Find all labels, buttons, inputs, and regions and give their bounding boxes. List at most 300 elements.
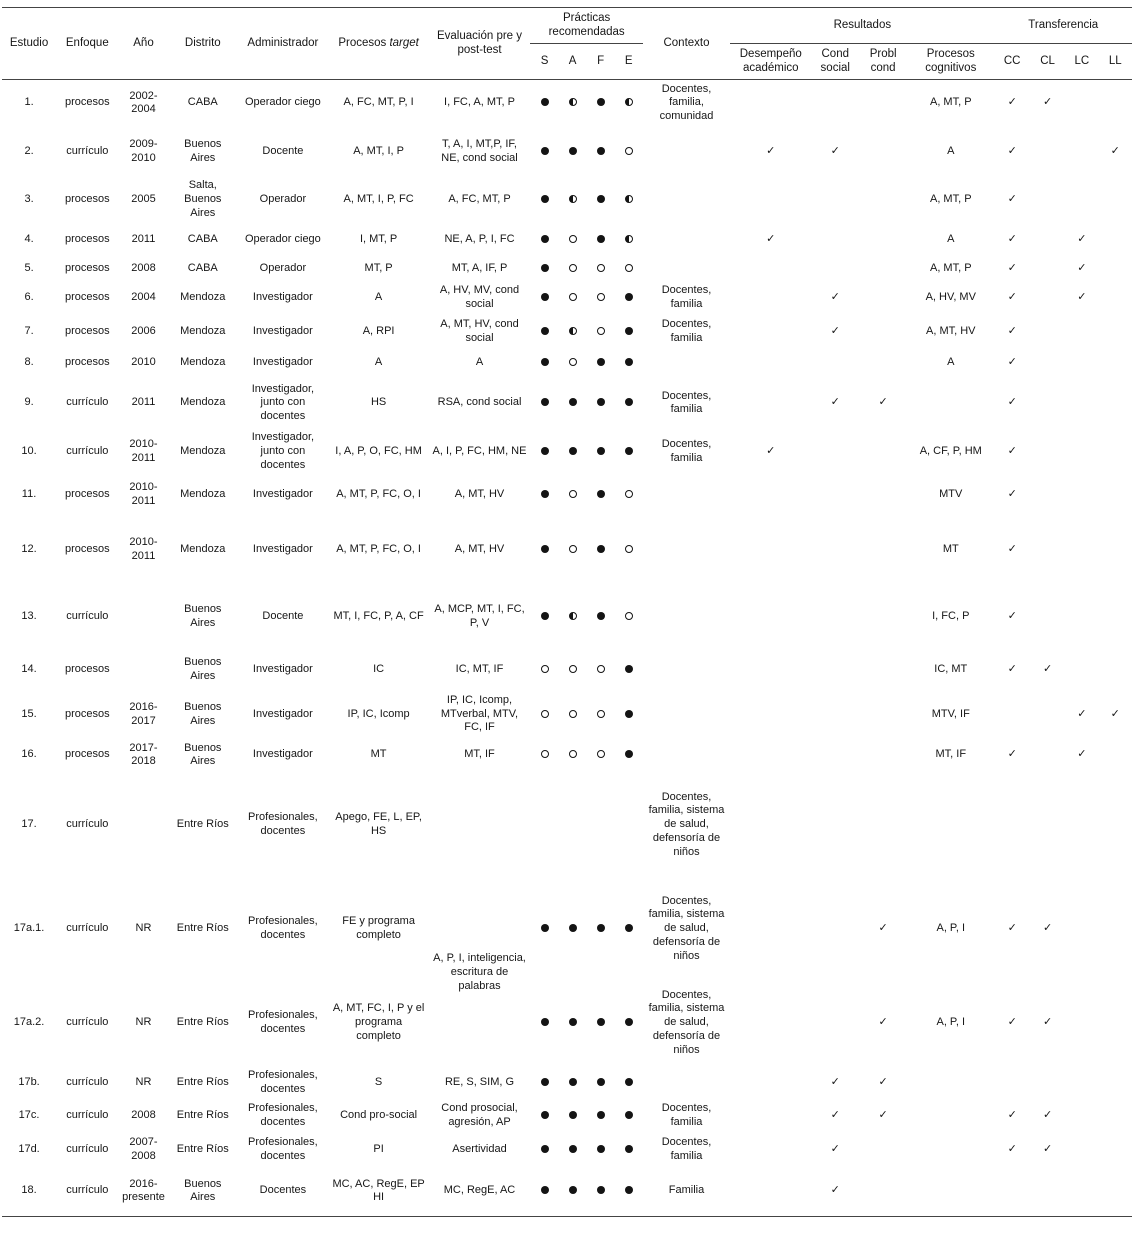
cell-transfer-ll [1099, 1167, 1132, 1217]
cell-distrito: Mendoza [180, 290, 226, 303]
empty-circle-icon [569, 235, 577, 243]
cell-contexto: Docentes, familia [661, 389, 712, 416]
filled-circle-icon [569, 1018, 577, 1026]
cell-procesos-cognitivos: A [947, 232, 955, 245]
cell-probl-cond [859, 690, 907, 740]
table-row [2, 979, 1132, 1067]
cell-transfer-cc [994, 349, 1029, 377]
cell-practica-s [530, 650, 558, 690]
cell-practica-f [587, 879, 615, 979]
filled-circle-icon [569, 924, 577, 932]
cell-transfer-lc [1065, 650, 1098, 690]
empty-circle-icon [569, 665, 577, 673]
table-row [2, 1167, 1132, 1217]
cell-distrito: CABA [187, 232, 218, 245]
half-circle-icon [569, 195, 577, 203]
cell-administrador: Docentes [259, 1184, 307, 1197]
cell-transfer-cc [994, 475, 1029, 515]
check-icon: ✓ [830, 290, 840, 303]
cell-enfoque: procesos [64, 748, 110, 761]
cell-enfoque: currículo [66, 1108, 109, 1121]
cell-estudio: 8. [24, 356, 34, 369]
cell-estudio: 17b. [18, 1075, 40, 1088]
filled-circle-icon [597, 545, 605, 553]
check-icon: ✓ [1077, 232, 1087, 245]
table-row [2, 79, 1132, 127]
empty-circle-icon [597, 710, 605, 718]
filled-circle-icon [569, 447, 577, 455]
cell-practica-e [615, 879, 643, 979]
cell-desempeno-academico [730, 690, 811, 740]
cell-transfer-cl [1030, 979, 1065, 1067]
cell-probl-cond [859, 879, 907, 979]
cell-ano: 2005 [131, 192, 156, 205]
cell-enfoque: currículo [66, 1075, 109, 1088]
check-icon: ✓ [1007, 542, 1017, 555]
cell-evaluacion: RSA, cond social [437, 396, 522, 409]
cell-transfer-lc [1065, 257, 1098, 281]
cell-transfer-cl [1030, 690, 1065, 740]
cell-contexto [643, 177, 730, 222]
filled-circle-icon [569, 1186, 577, 1194]
cell-procesos-cognitivos: A, P, I [936, 1016, 966, 1029]
cell-transfer-lc [1065, 1099, 1098, 1133]
cell-transfer-lc [1065, 429, 1098, 474]
cell-ano: 2006 [131, 324, 156, 337]
cell-practica-e [615, 222, 643, 257]
cell-distrito: Entre Ríos [176, 1142, 229, 1155]
cell-distrito: Entre Ríos [176, 1016, 229, 1029]
filled-circle-icon [541, 358, 549, 366]
filled-circle-icon [569, 1111, 577, 1119]
check-icon: ✓ [1007, 324, 1017, 337]
filled-circle-icon [541, 545, 549, 553]
cell-procesos-target: IC [373, 662, 385, 675]
cell-procesos-target: MC, AC, RegE, EP HI [332, 1177, 425, 1204]
check-icon: ✓ [1007, 262, 1017, 275]
cell-procesos-target: Cond pro-social [340, 1108, 418, 1121]
cell-estudio: 17a.2. [13, 1016, 45, 1029]
cell-administrador: Investigador [252, 542, 313, 555]
cell-desempeno-academico [730, 879, 811, 979]
cell-practica-a [559, 515, 587, 585]
cell-procesos-cognitivos [907, 377, 994, 429]
cell-practica-e [615, 79, 643, 127]
table-row [2, 222, 1132, 257]
cell-procesos-cognitivos [907, 1099, 994, 1133]
cell-transfer-cc [994, 1099, 1029, 1133]
check-icon: ✓ [1007, 662, 1017, 675]
cell-administrador: Investigador [252, 487, 313, 500]
cell-practica-s [530, 690, 558, 740]
cell-administrador: Investigador [252, 748, 313, 761]
cell-practica-s [530, 257, 558, 281]
cell-practica-f [587, 1133, 615, 1167]
cell-transfer-cl [1030, 740, 1065, 772]
cell-practica-a [559, 475, 587, 515]
cell-procesos-cognitivos [907, 771, 994, 879]
cell-probl-cond [859, 1099, 907, 1133]
filled-circle-icon [625, 924, 633, 932]
procesos-target-prefix: Procesos [338, 37, 390, 50]
cell-distrito: Mendoza [180, 324, 226, 337]
cell-desempeno-academico [730, 127, 811, 177]
cell-transfer-cc [994, 650, 1029, 690]
cell-evaluacion: IC, MT, IF [455, 662, 504, 675]
check-icon: ✓ [766, 145, 776, 158]
cell-practica-a [559, 740, 587, 772]
check-icon: ✓ [1007, 232, 1017, 245]
filled-circle-icon [625, 1145, 633, 1153]
cell-administrador: Investigador [252, 290, 313, 303]
check-icon: ✓ [1007, 445, 1017, 457]
cell-transfer-cc [994, 771, 1029, 879]
cell-distrito: Buenos Aires [184, 655, 222, 682]
cell-practica-e [615, 979, 643, 1067]
filled-circle-icon [541, 612, 549, 620]
cell-distrito: Buenos Aires [184, 1177, 222, 1204]
cell-probl-cond [859, 1167, 907, 1217]
cell-transfer-cl [1030, 222, 1065, 257]
cell-evaluacion: NE, A, P, I, FC [444, 232, 515, 245]
cell-practica-e [615, 515, 643, 585]
cell-practica-a [559, 281, 587, 314]
cell-transfer-lc [1065, 222, 1098, 257]
cell-practica-s [530, 429, 558, 474]
cell-practica-s [530, 1133, 558, 1167]
cell-transfer-ll [1099, 1099, 1132, 1133]
table-row [2, 879, 1132, 979]
cell-contexto [643, 222, 730, 257]
cell-evaluacion: A, MCP, MT, I, FC, P, V [434, 603, 525, 629]
cell-contexto [643, 515, 730, 585]
cell-practica-e [615, 281, 643, 314]
empty-circle-icon [569, 545, 577, 553]
cell-distrito: Buenos Aires [184, 741, 222, 768]
cell-ano: 2010-2011 [129, 480, 158, 507]
col-group-resultados: Resultados [730, 8, 994, 44]
cell-contexto: Docentes, familia [661, 284, 712, 310]
filled-circle-icon [569, 398, 577, 406]
cell-transfer-lc [1065, 1167, 1098, 1217]
cell-practica-e [615, 314, 643, 349]
check-icon: ✓ [1007, 610, 1017, 623]
cell-practica-s [530, 979, 558, 1067]
cell-estudio: 2. [24, 145, 34, 158]
cell-desempeno-academico [730, 281, 811, 314]
cell-transfer-ll [1099, 79, 1132, 127]
col-header-probl-cond: Probl cond [859, 43, 907, 79]
cell-evaluacion: MT, IF [464, 748, 495, 761]
empty-circle-icon [541, 665, 549, 673]
cell-administrador: Docente [262, 610, 304, 623]
cell-enfoque: currículo [66, 1016, 109, 1029]
cell-practica-f [587, 79, 615, 127]
check-icon: ✓ [1077, 748, 1087, 761]
cell-procesos-target: Apego, FE, L, EP, HS [335, 811, 422, 837]
filled-circle-icon [597, 147, 605, 155]
empty-circle-icon [597, 750, 605, 758]
filled-circle-icon [541, 1145, 549, 1153]
cell-ano: 2016-presente [122, 1177, 165, 1204]
cell-ano [119, 585, 169, 650]
filled-circle-icon [625, 710, 633, 718]
cell-probl-cond [859, 314, 907, 349]
cell-transfer-lc [1065, 377, 1098, 429]
cell-cond-social [811, 429, 859, 474]
cell-transfer-cl [1030, 650, 1065, 690]
cell-distrito: Entre Ríos [176, 1075, 229, 1088]
cell-transfer-cl [1030, 314, 1065, 349]
table-header [2, 8, 1132, 80]
cell-transfer-ll [1099, 979, 1132, 1067]
filled-circle-icon [541, 924, 549, 932]
cell-practica-s [530, 127, 558, 177]
cell-procesos-cognitivos: MTV [939, 487, 963, 500]
cell-evaluacion: A, P, I, inteligencia, escritura de palabras [433, 952, 526, 992]
cell-transfer-ll [1099, 771, 1132, 879]
cell-practica-f [587, 222, 615, 257]
cell-transfer-cl [1030, 257, 1065, 281]
check-icon: ✓ [1007, 1108, 1017, 1121]
cell-evaluacion: IP, IC, Icomp, MTverbal, MTV, FC, IF [440, 693, 519, 734]
cell-cond-social [811, 771, 859, 879]
table-row [2, 475, 1132, 515]
cell-transfer-cc [994, 979, 1029, 1067]
cell-practica-s [530, 281, 558, 314]
filled-circle-icon [597, 612, 605, 620]
cell-enfoque: procesos [64, 232, 110, 245]
cell-cond-social [811, 127, 859, 177]
cell-enfoque: procesos [64, 356, 110, 369]
cell-transfer-cc [994, 177, 1029, 222]
cell-evaluacion [429, 771, 531, 879]
filled-circle-icon [569, 1078, 577, 1086]
cell-enfoque: currículo [66, 818, 109, 831]
cell-procesos-target: A [374, 290, 383, 303]
cell-practica-f [587, 257, 615, 281]
cell-evaluacion: Cond prosocial, agresión, AP [441, 1101, 518, 1128]
cell-practica-e [615, 1133, 643, 1167]
filled-circle-icon [541, 1111, 549, 1119]
cell-estudio: 3. [24, 192, 34, 205]
cell-ano: 2008 [131, 262, 156, 275]
filled-circle-icon [541, 235, 549, 243]
cell-practica-a [559, 257, 587, 281]
cell-cond-social [811, 879, 859, 979]
cell-practica-e [615, 1167, 643, 1217]
cell-ano: 2011 [131, 232, 156, 245]
cell-estudio: 17a.1. [13, 922, 45, 935]
empty-circle-icon [625, 545, 633, 553]
cell-probl-cond [859, 222, 907, 257]
cell-contexto [643, 740, 730, 772]
check-icon: ✓ [1042, 922, 1053, 935]
cell-administrador: Profesionales, docentes [248, 915, 318, 941]
cell-ano: 2017-2018 [129, 741, 158, 768]
filled-circle-icon [541, 1078, 549, 1086]
cell-transfer-cc [994, 79, 1029, 127]
cell-estudio: 6. [24, 290, 34, 303]
cell-distrito: Mendoza [180, 487, 226, 500]
cell-practica-s [530, 879, 558, 979]
filled-circle-icon [597, 98, 605, 106]
cell-transfer-lc [1065, 979, 1098, 1067]
cell-practica-f [587, 177, 615, 222]
cell-estudio: 16. [21, 748, 37, 761]
cell-transfer-ll [1099, 127, 1132, 177]
cell-administrador: Operador [259, 262, 307, 275]
check-icon: ✓ [830, 1075, 840, 1088]
check-icon: ✓ [1007, 356, 1017, 369]
cell-probl-cond [859, 257, 907, 281]
check-icon: ✓ [1007, 748, 1017, 761]
cell-cond-social [811, 475, 859, 515]
cell-procesos-cognitivos: A, MT, P [929, 192, 972, 205]
cell-probl-cond [859, 127, 907, 177]
check-icon: ✓ [878, 922, 888, 935]
cell-contexto [643, 257, 730, 281]
cell-estudio: 9. [24, 396, 34, 409]
col-group-practicas: Prácticas recomendadas [530, 8, 642, 44]
cell-practica-a [559, 1067, 587, 1099]
cell-transfer-ll [1099, 257, 1132, 281]
cell-probl-cond [859, 740, 907, 772]
cell-transfer-cc [994, 740, 1029, 772]
cell-practica-s [530, 1099, 558, 1133]
cell-practica-f [587, 1167, 615, 1217]
cell-practica-s [530, 515, 558, 585]
cell-transfer-ll [1099, 585, 1132, 650]
cell-ano: 2010 [131, 356, 156, 369]
cell-contexto [643, 1067, 730, 1099]
cell-transfer-ll [1099, 740, 1132, 772]
cell-estudio: 10. [21, 445, 37, 457]
cell-procesos-cognitivos: MT, IF [935, 748, 967, 761]
cell-transfer-ll [1099, 475, 1132, 515]
cell-transfer-cc [994, 377, 1029, 429]
filled-circle-icon [625, 750, 633, 758]
check-icon: ✓ [1042, 1016, 1053, 1029]
cell-cond-social [811, 650, 859, 690]
cell-distrito: Mendoza [180, 356, 226, 369]
cell-contexto [643, 690, 730, 740]
cell-desempeno-academico [730, 349, 811, 377]
cell-probl-cond [859, 177, 907, 222]
cell-desempeno-academico [730, 79, 811, 127]
cell-enfoque: currículo [66, 1142, 109, 1155]
cell-transfer-cc [994, 1133, 1029, 1167]
cell-practica-e [615, 740, 643, 772]
cell-administrador: Profesionales, docentes [248, 1135, 318, 1162]
cell-transfer-cc [994, 690, 1029, 740]
cell-contexto: Docentes, familia, comunidad [659, 82, 714, 123]
cell-distrito: Mendoza [180, 542, 226, 555]
check-icon: ✓ [1042, 662, 1053, 675]
empty-circle-icon [625, 490, 633, 498]
cell-probl-cond [859, 979, 907, 1067]
cell-distrito: Entre Ríos [176, 922, 229, 935]
cell-distrito: Entre Ríos [176, 1108, 229, 1121]
cell-transfer-cl [1030, 585, 1065, 650]
filled-circle-icon [597, 1111, 605, 1119]
cell-practica-f [587, 1067, 615, 1099]
cell-evaluacion: A [475, 356, 484, 369]
cell-distrito: Buenos Aires [184, 603, 222, 629]
check-icon: ✓ [878, 396, 888, 409]
check-icon: ✓ [1077, 707, 1087, 720]
cell-practica-s [530, 377, 558, 429]
cell-transfer-ll [1099, 349, 1132, 377]
check-icon: ✓ [878, 1016, 888, 1029]
cell-cond-social [811, 257, 859, 281]
cell-transfer-lc [1065, 771, 1098, 879]
empty-circle-icon [625, 612, 633, 620]
cell-transfer-cc [994, 429, 1029, 474]
cell-desempeno-academico [730, 257, 811, 281]
cell-probl-cond [859, 771, 907, 879]
cell-transfer-cc [994, 879, 1029, 979]
cell-practica-s [530, 740, 558, 772]
cell-procesos-target: A, MT, FC, I, P y el programa completo [332, 1002, 425, 1042]
table-row [2, 515, 1132, 585]
cell-transfer-ll [1099, 690, 1132, 740]
empty-circle-icon [541, 710, 549, 718]
cell-contexto: Docentes, familia [661, 318, 712, 344]
check-icon: ✓ [766, 445, 776, 457]
cell-practica-e [615, 377, 643, 429]
cell-enfoque: currículo [66, 396, 109, 409]
cell-transfer-lc [1065, 585, 1098, 650]
col-header-s: S [530, 43, 558, 79]
cell-probl-cond [859, 377, 907, 429]
cell-enfoque: currículo [66, 1184, 109, 1197]
cell-transfer-ll [1099, 314, 1132, 349]
cell-procesos-cognitivos: I, FC, P [932, 610, 970, 623]
cell-transfer-cl [1030, 1067, 1065, 1099]
cell-evaluacion: A, FC, MT, P [448, 192, 511, 205]
cell-transfer-ll [1099, 222, 1132, 257]
cell-practica-e [615, 475, 643, 515]
cell-cond-social [811, 1099, 859, 1133]
cell-procesos-target: MT, I, FC, P, A, CF [333, 610, 424, 623]
empty-circle-icon [597, 293, 605, 301]
cell-procesos-target: MT [370, 748, 387, 761]
filled-circle-icon [569, 147, 577, 155]
cell-practica-a [559, 429, 587, 474]
cell-transfer-cc [994, 222, 1029, 257]
cell-contexto [643, 585, 730, 650]
check-icon: ✓ [1007, 192, 1017, 205]
filled-circle-icon [625, 293, 633, 301]
cell-practica-f [587, 281, 615, 314]
cell-transfer-ll [1099, 377, 1132, 429]
table-row [2, 429, 1132, 474]
filled-circle-icon [597, 447, 605, 455]
filled-circle-icon [625, 398, 633, 406]
cell-practica-f [587, 127, 615, 177]
cell-procesos-target: A, RPI [362, 324, 395, 337]
cell-enfoque: procesos [64, 487, 110, 500]
check-icon: ✓ [830, 1108, 840, 1121]
cell-procesos-cognitivos: A [947, 356, 955, 369]
cell-enfoque: procesos [64, 542, 110, 555]
cell-evaluacion: RE, S, SIM, G [444, 1075, 515, 1088]
empty-circle-icon [625, 264, 633, 272]
cell-procesos-target: I, A, P, O, FC, HM [335, 445, 422, 457]
cell-practica-a [559, 222, 587, 257]
cell-procesos-target: I, MT, P [359, 232, 398, 245]
